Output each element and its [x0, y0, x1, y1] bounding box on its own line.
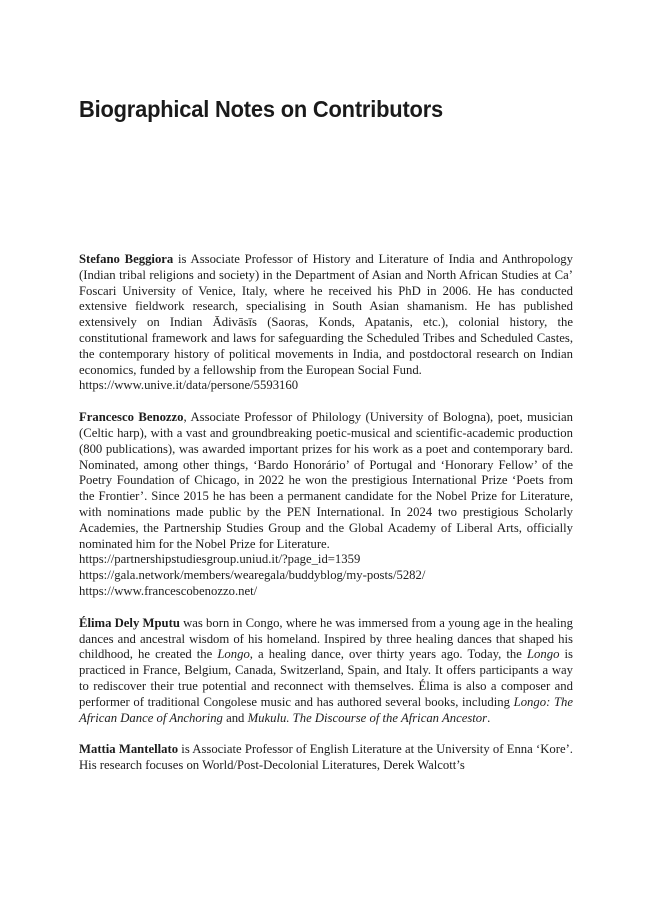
contributor-url[interactable]: https://partnershipstudiesgroup.uniud.it/?page_id=1359 [79, 552, 361, 567]
contributor-url[interactable]: https://gala.network/members/wearegala/buddyblog/my-posts/5282/ [79, 568, 426, 583]
contributor-name: Francesco Benozzo [79, 410, 184, 425]
bio-text: is Associate Professor of History and Literature of India and Anthropology (Indian tribal religions and society) in the Department of Asian and North African Studies at Ca’ Foscari University of Venice, Italy, where he received his PhD in 2006. He has conducted extensive fieldwork research, specialising in South Asian shamanism. He has published extensively on Indian Ādivāsīs (Saoras, Konds, Apatanis, etc.), colonial history, the constitutional framework and laws for safeguarding the Scheduled Tribes and Scheduled Castes, the contemporary history of political movements in India, and postdoctoral research on Indian economics, funded by a fellowship from the European Social Fund. [79, 252, 573, 377]
contributor-bio [79, 410, 573, 552]
contributor-bio [79, 252, 573, 378]
bio-text: is practiced in France, Belgium, Canada, Switzerland, Spain, and Italy. It offers participants a way to rediscover their true potential and reconnect with themselves. Élima is also a composer and performer of traditional Congolese music and has authored several books, including [79, 647, 573, 709]
bio-text: . [487, 710, 491, 725]
bio-text: was born in Congo, where he was immersed from a young age in the healing dances and ancestral wisdom of his homeland. Inspired by three healing dances that shaped his childhood, he created the [79, 615, 573, 662]
contributors-list [79, 252, 573, 790]
contributor-name: Stefano Beggiora [79, 252, 174, 266]
bio-text: and [222, 710, 248, 725]
book-title: Mukulu. The Discourse of the African Ancestor [247, 710, 488, 725]
bio-text: , a healing dance, over thirty years ago. Today, the [249, 647, 527, 662]
dance-title: Longo [217, 647, 250, 662]
contributor-name: Élima Dely Mputu [79, 615, 180, 630]
contributor-entry [79, 252, 573, 394]
contributor-entry [79, 410, 573, 600]
page-title: Biographical Notes on Contributors [79, 96, 444, 122]
contributor-entry [79, 616, 573, 727]
book-title: Longo: The African Dance of Anchoring [79, 694, 573, 725]
contributor-url[interactable]: https://www.unive.it/data/persone/5593160 [79, 378, 299, 393]
contributor-entry [79, 742, 573, 774]
dance-title: Longo [527, 647, 560, 662]
contributor-bio [79, 742, 573, 774]
contributor-url[interactable]: https://www.francescobenozzo.net/ [79, 583, 258, 598]
contributor-bio [79, 616, 573, 727]
bio-text: , Associate Professor of Philology (University of Bologna), poet, musician (Celtic harp), with a vast and groundbreaking poetic-musical and scientific-academic production (800 publications), was awarded important prizes for his work as a poet and contemporary bard. Nominated, among other things, ‘Bardo Honorário’ of Portugal and ‘Honorary Fellow’ of the Poetry Foundation of Chicago, in 2022 he won the prestigious International Prize ‘Poets from the Frontier’. Since 2015 he has been a permanent candidate for the Nobel Prize for Literature, with nominations made public by the PEN International. In 2024 two prestigious Scholarly Academies, the Partnership Studies Group and the Global Academy of Liberal Arts, officially nominated him for the Nobel Prize for Literature. [79, 410, 573, 551]
bio-text: is Associate Professor of English Literature at the University of Enna ‘Kore’. His research focuses on World/Post-Decolonial Literatures, Derek Walcott’s [79, 742, 573, 773]
contributor-name: Mattia Mantellato [79, 742, 179, 757]
